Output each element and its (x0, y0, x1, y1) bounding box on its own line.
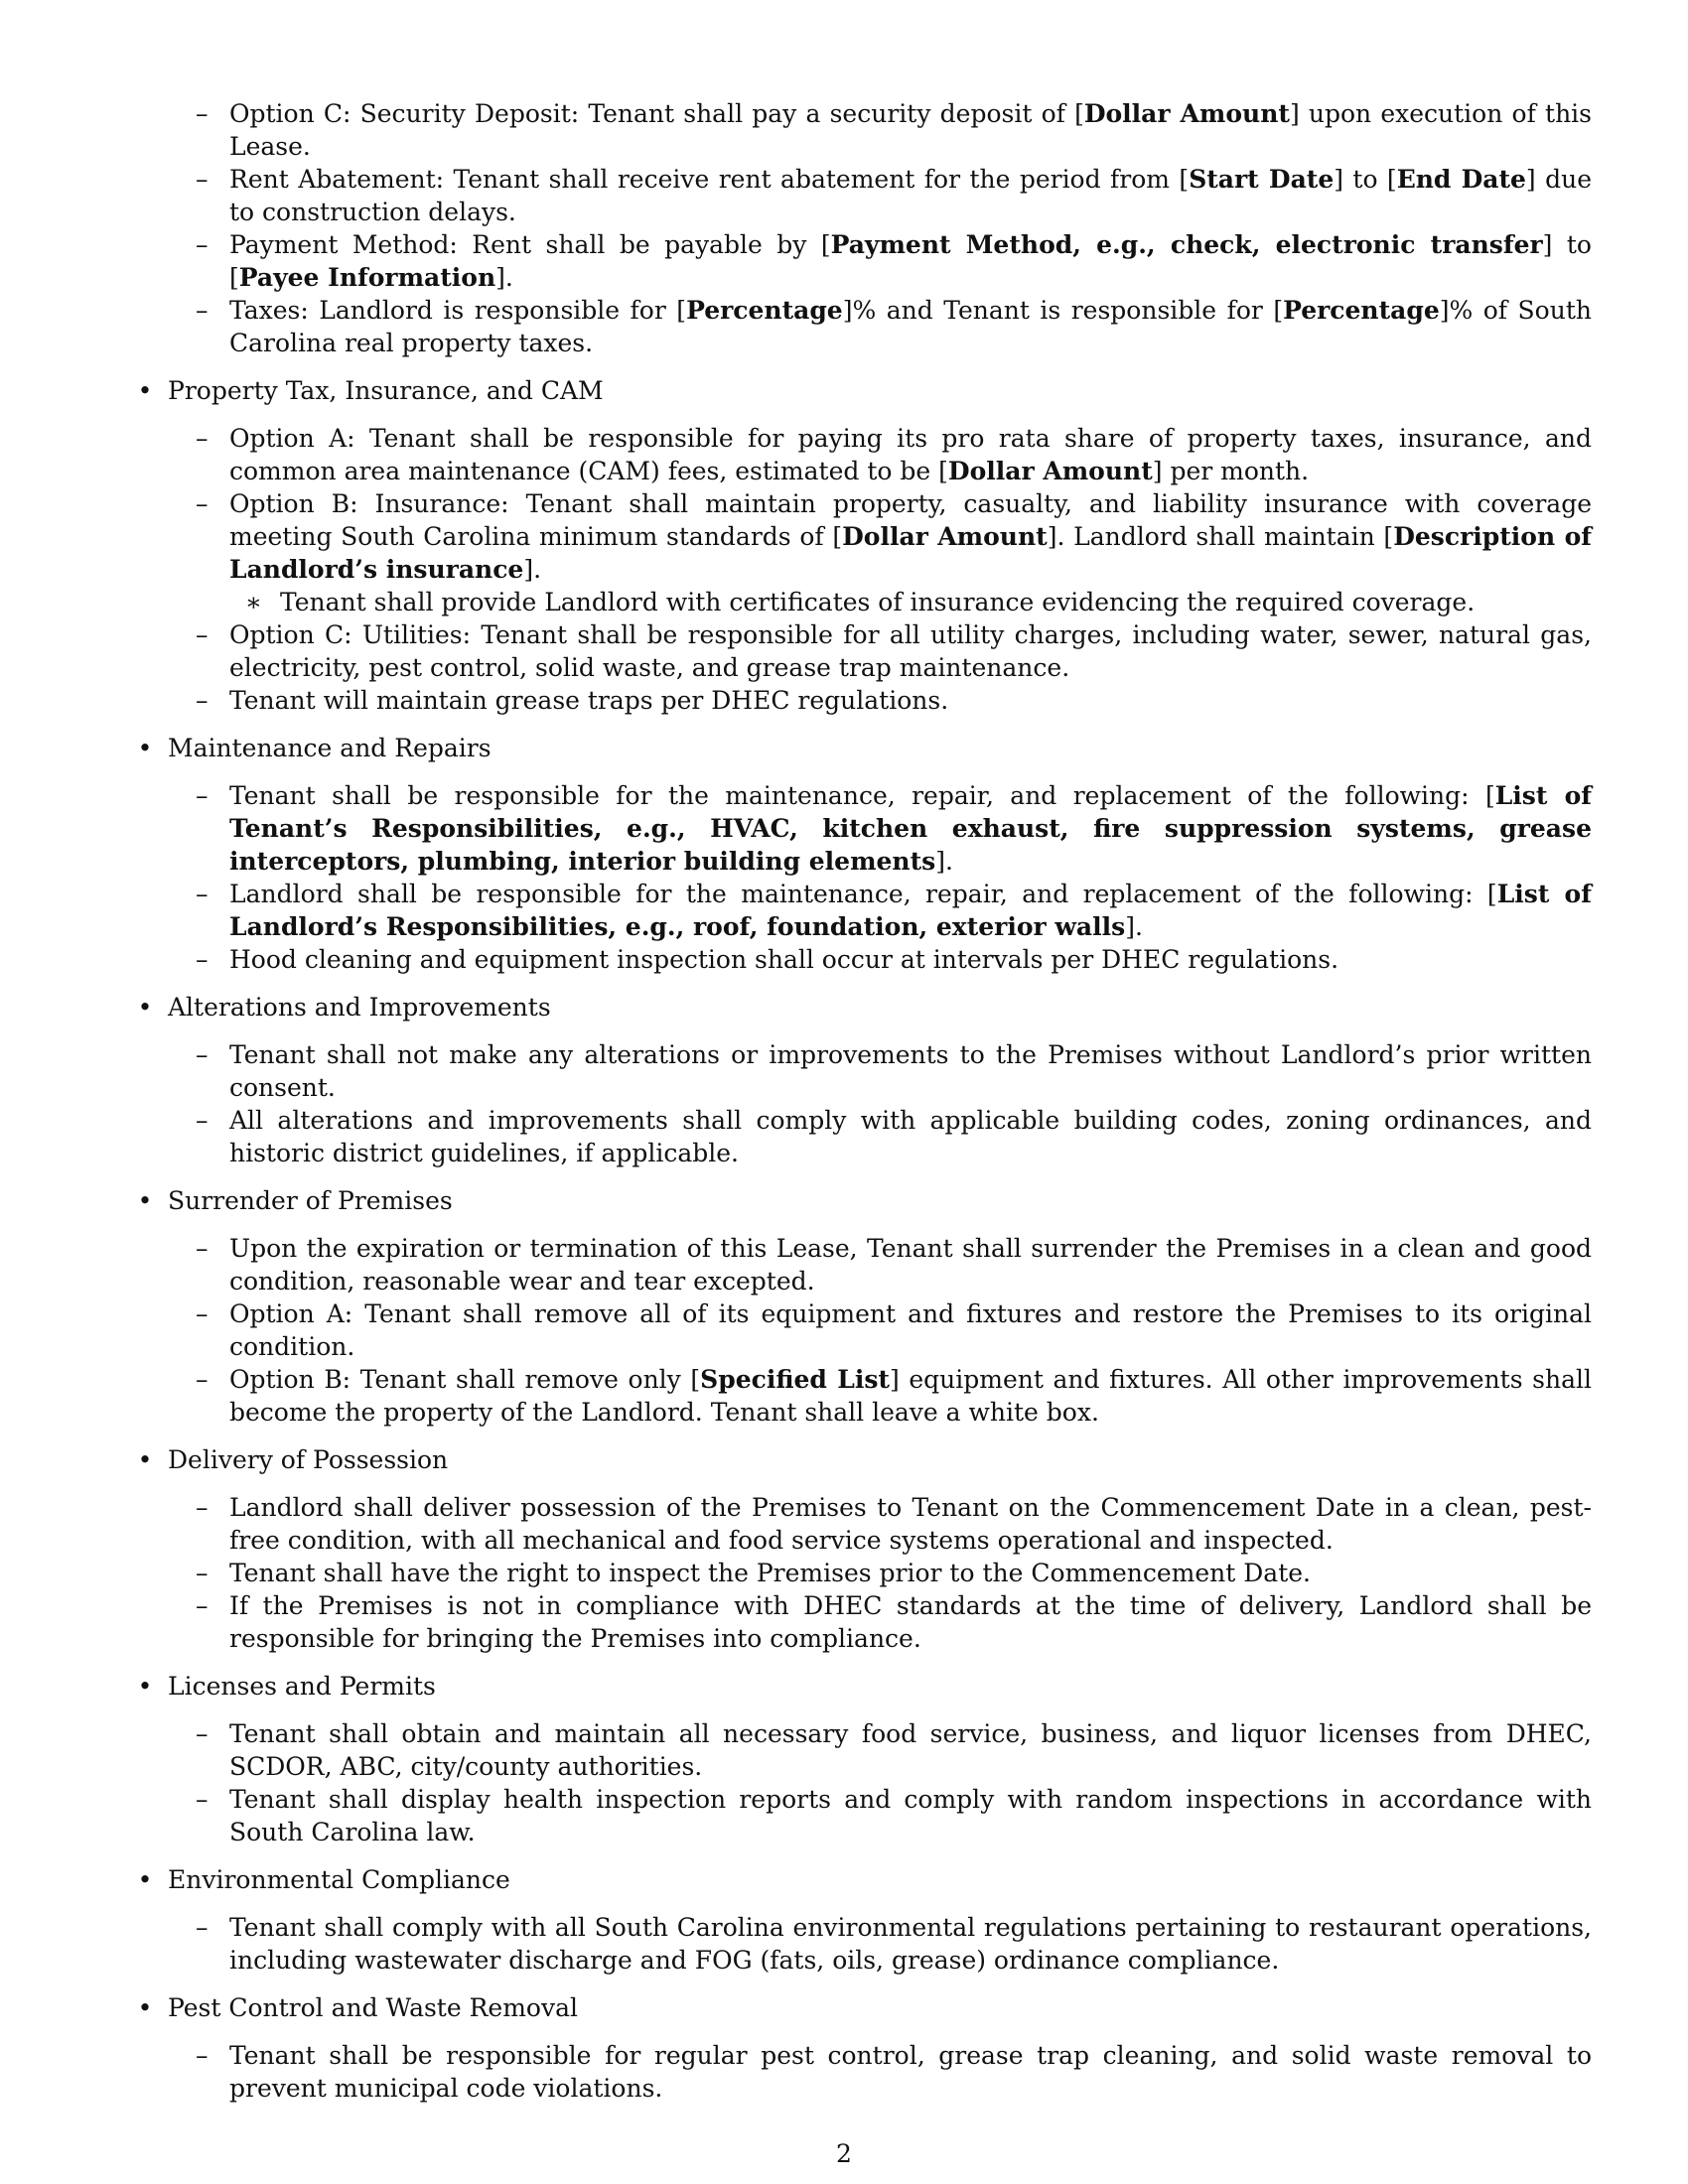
list-item-text (229, 1559, 1311, 1587)
section (134, 97, 1592, 359)
placeholder-text: Start Date (1189, 165, 1335, 194)
subitem-list (168, 2039, 1592, 2105)
placeholder-text: Payment Method, e.g., check, electronic transfer (830, 230, 1543, 259)
dash-icon: – (196, 781, 209, 810)
list-item (134, 1783, 1592, 1848)
placeholder-text: List of Landlord’s Responsibilities, e.g., roof, foundation, exterior walls (229, 880, 1592, 941)
text-run: Landlord shall deliver possession of the Premises to Tenant on the Commencement Date in a clean, pest-free condition, with all mechanical and food service systems operational and inspected. (229, 1493, 1592, 1555)
list-item-text (229, 1299, 1592, 1361)
list-item (134, 97, 1592, 163)
text-run: Option B: Insurance: Tenant shall maintain property, casualty, and liability insurance with coverage meeting South Carolina minimum standards of [ (229, 489, 1592, 551)
list-item-text (229, 424, 1592, 485)
list-item (134, 422, 1592, 487)
dash-icon: – (196, 424, 209, 453)
subitem-list (168, 422, 1592, 717)
dash-icon: – (196, 296, 209, 325)
dash-icon: – (196, 1040, 209, 1069)
list-item-text (229, 945, 1338, 974)
list-item (134, 294, 1592, 359)
placeholder-text: Percentage (1283, 296, 1440, 325)
text-run: Option A: Tenant shall remove all of its equipment and fixtures and restore the Premises to its original condition. (229, 1299, 1592, 1361)
text-run: Taxes: Landlord is responsible for [ (229, 296, 687, 325)
dash-icon: – (196, 1785, 209, 1814)
subitem-list (168, 1491, 1592, 1655)
text-run: ] due to construction delays. (229, 165, 1592, 226)
list-item-text (229, 99, 1592, 161)
list-item (134, 228, 1592, 294)
text-run: ]. (523, 555, 542, 584)
text-run: ] equipment and fixtures. All other improvements shall become the property of the Landlord. Tenant shall leave a white box. (229, 1365, 1593, 1427)
list-item-text (229, 296, 1592, 357)
text-run: Hood cleaning and equipment inspection shall occur at intervals per DHEC regulations. (229, 945, 1339, 974)
placeholder-text: Dollar Amount (842, 522, 1048, 551)
list-item (134, 163, 1592, 228)
text-run: Landlord shall be responsible for the maintenance, repair, and replacement of the following: [ (229, 880, 1497, 908)
dash-icon: – (196, 1719, 209, 1748)
dash-icon: – (196, 1493, 209, 1522)
dash-icon: – (196, 1591, 209, 1620)
list-item-text (229, 781, 1592, 876)
list-item-text (229, 1106, 1592, 1167)
section-title: Property Tax, Insurance, and CAM (168, 376, 604, 405)
bullet-icon: • (137, 993, 153, 1022)
text-run: ] to [ (1334, 165, 1397, 194)
list-item (134, 684, 1592, 717)
dash-icon: – (196, 2041, 209, 2070)
text-run: Option C: Security Deposit: Tenant shall pay a security deposit of [ (229, 99, 1084, 128)
placeholder-text: Dollar Amount (947, 457, 1153, 485)
page-number: 2 (836, 2139, 852, 2168)
bullet-icon: • (137, 376, 153, 405)
placeholder-text: Percentage (686, 296, 843, 325)
text-run: Option B: Tenant shall remove only [ (229, 1365, 701, 1394)
subitem-list (168, 1038, 1592, 1169)
text-run: Tenant shall display health inspection reports and comply with random inspections in accordance with South Carolina law. (229, 1785, 1592, 1846)
list-item (134, 1717, 1592, 1783)
subitem-list (168, 97, 1592, 359)
subitem-list (168, 1911, 1592, 1977)
list-item (134, 1038, 1592, 1104)
list-item-text (229, 165, 1592, 226)
placeholder-text: List of Tenant’s Responsibilities, e.g., HVAC, kitchen exhaust, fire suppression systems, grease interceptors, plumbing, interior building elements (229, 781, 1592, 876)
bullet-icon: • (137, 734, 153, 762)
dash-icon: – (196, 1913, 209, 1942)
list-item (134, 487, 1592, 618)
section (134, 374, 1592, 717)
list-item-text (229, 489, 1592, 584)
list-item (134, 618, 1592, 684)
section-title: Environmental Compliance (168, 1865, 510, 1894)
text-run: Tenant shall obtain and maintain all necessary food service, business, and liquor licenses from DHEC, SCDOR, ABC, city/county authorities. (229, 1719, 1592, 1781)
list-item-text (229, 1719, 1592, 1781)
nested-list-item (229, 586, 1592, 618)
section-title: Alterations and Improvements (168, 993, 551, 1022)
text-run: ]% and Tenant is responsible for [ (842, 296, 1284, 325)
list-item-text (229, 230, 1592, 292)
text-run: Tenant shall be responsible for regular pest control, grease trap cleaning, and solid waste removal to prevent municipal code violations. (229, 2041, 1592, 2103)
text-run: Tenant will maintain grease traps per DHEC regulations. (229, 686, 949, 715)
text-run: Payment Method: Rent shall be payable by [ (229, 230, 831, 259)
section-title: Surrender of Premises (168, 1186, 453, 1215)
section-title: Pest Control and Waste Removal (168, 1993, 578, 2022)
list-item (134, 1589, 1592, 1655)
list-item-text (229, 1913, 1592, 1975)
asterisk-icon: ∗ (245, 588, 262, 616)
placeholder-text: Dollar Amount (1083, 99, 1290, 128)
list-item-text (229, 620, 1592, 682)
list-item-text (229, 1040, 1592, 1102)
text-run: Option C: Utilities: Tenant shall be responsible for all utility charges, including water, sewer, natural gas, electricity, pest control, solid waste, and grease trap maintenance. (229, 620, 1592, 682)
section-title: Delivery of Possession (168, 1445, 449, 1474)
text-run: If the Premises is not in compliance with DHEC standards at the time of delivery, Landlord shall be responsible for bringing the Premises into compliance. (229, 1591, 1592, 1653)
nested-list (229, 586, 1592, 618)
text-run: Option A: Tenant shall be responsible for paying its pro rata share of property taxes, insurance, and common area maintenance (CAM) fees, estimated to be [ (229, 424, 1592, 485)
text-run: Tenant shall not make any alterations or improvements to the Premises without Landlord’s prior written consent. (229, 1040, 1592, 1102)
bullet-icon: • (137, 1865, 153, 1894)
list-item (134, 943, 1592, 976)
list-item-text (229, 1785, 1592, 1846)
section-title: Licenses and Permits (168, 1672, 436, 1701)
text-run: ] to [ (229, 230, 1592, 292)
bullet-icon: • (137, 1672, 153, 1701)
text-run: Tenant shall be responsible for the maintenance, repair, and replacement of the following: [ (229, 781, 1495, 810)
list-item (134, 1232, 1592, 1297)
section-title: Maintenance and Repairs (168, 734, 492, 762)
dash-icon: – (196, 1299, 209, 1328)
dash-icon: – (196, 1106, 209, 1135)
dash-icon: – (196, 686, 209, 715)
section-list (134, 97, 1592, 2105)
bullet-icon: • (137, 1186, 153, 1215)
section (134, 1863, 1592, 1977)
dash-icon: – (196, 620, 209, 649)
list-item (134, 779, 1592, 878)
placeholder-text: End Date (1396, 165, 1526, 194)
bullet-icon: • (137, 1993, 153, 2022)
text-run: ]. Landlord shall maintain [ (1047, 522, 1394, 551)
list-item (134, 1104, 1592, 1169)
list-item (134, 2039, 1592, 2105)
dash-icon: – (196, 489, 209, 518)
list-item-text (229, 2041, 1592, 2103)
document-body (134, 97, 1592, 2105)
section (134, 1443, 1592, 1655)
section (134, 1991, 1592, 2105)
list-item-text (229, 686, 948, 715)
list-item-text (229, 1591, 1592, 1653)
list-item-text (229, 1365, 1592, 1427)
subitem-list (168, 779, 1592, 976)
dash-icon: – (196, 1234, 209, 1263)
dash-icon: – (196, 945, 209, 974)
text-run: ]% of South Carolina real property taxes. (229, 296, 1592, 357)
text-run: Tenant shall comply with all South Carolina environmental regulations pertaining to restaurant operations, including wastewater discharge and FOG (fats, oils, grease) ordinance compliance. (229, 1913, 1592, 1975)
list-item (134, 1911, 1592, 1977)
text-run: ] upon execution of this Lease. (229, 99, 1593, 161)
dash-icon: – (196, 165, 209, 194)
list-item-text (229, 1234, 1592, 1296)
section (134, 732, 1592, 976)
dash-icon: – (196, 230, 209, 259)
placeholder-text: Description of Landlord’s insurance (229, 522, 1593, 584)
text-run: Rent Abatement: Tenant shall receive rent abatement for the period from [ (229, 165, 1190, 194)
dash-icon: – (196, 99, 209, 128)
list-item (134, 1363, 1592, 1429)
dash-icon: – (196, 1365, 209, 1394)
bullet-icon: • (137, 1445, 153, 1474)
placeholder-text: Specified List (700, 1365, 890, 1394)
list-item (134, 1557, 1592, 1589)
section (134, 1670, 1592, 1848)
list-item (134, 878, 1592, 943)
text-run: ] per month. (1152, 457, 1310, 485)
text-run: Tenant shall have the right to inspect the Premises prior to the Commencement Date. (229, 1559, 1311, 1587)
section (134, 1184, 1592, 1429)
dash-icon: – (196, 1559, 209, 1587)
list-item-text (229, 880, 1592, 941)
text-run: ]. (495, 263, 513, 292)
text-run: All alterations and improvements shall comply with applicable building codes, zoning ordinances, and historic district guidelines, if applicable. (229, 1106, 1592, 1167)
dash-icon: – (196, 880, 209, 908)
subitem-list (168, 1717, 1592, 1848)
text-run: ]. (1125, 912, 1143, 941)
subitem-list (168, 1232, 1592, 1429)
text-run: Upon the expiration or termination of this Lease, Tenant shall surrender the Premises in a clean and good condition, reasonable wear and tear excepted. (229, 1234, 1592, 1296)
list-item-text (229, 1493, 1592, 1555)
nested-list-item-text: Tenant shall provide Landlord with certificates of insurance evidencing the required coverage. (280, 588, 1476, 616)
section (134, 991, 1592, 1169)
text-run: ]. (935, 847, 953, 876)
placeholder-text: Payee Information (238, 263, 496, 292)
list-item (134, 1297, 1592, 1363)
list-item (134, 1491, 1592, 1557)
